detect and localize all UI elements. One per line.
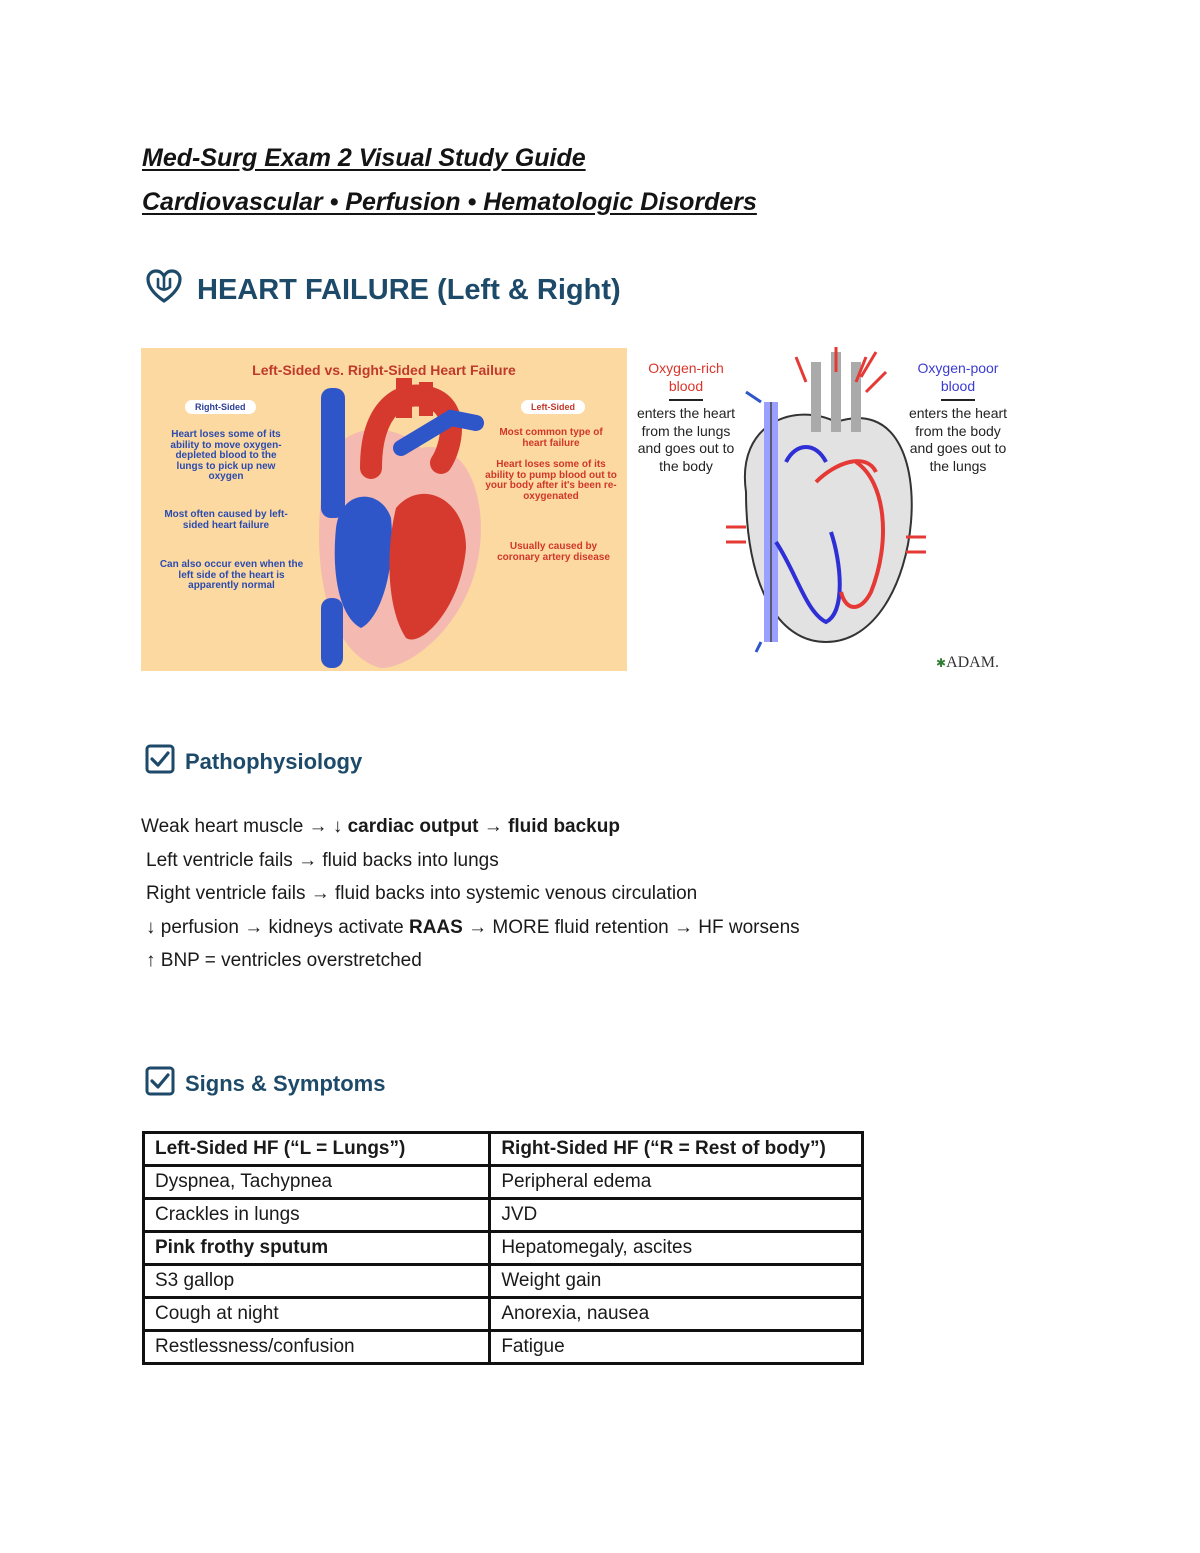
signs-symptoms-title: Signs & Symptoms bbox=[185, 1071, 386, 1096]
left-cell: Pink frothy sputum bbox=[144, 1232, 490, 1265]
right-text-2: Most often caused by left-sided heart failure bbox=[164, 509, 288, 531]
pathophysiology-title: Pathophysiology bbox=[185, 749, 363, 774]
table-row bbox=[144, 1199, 863, 1232]
table-row bbox=[144, 1298, 863, 1331]
checkbox-icon bbox=[145, 744, 175, 780]
heart-failure-heading bbox=[145, 268, 621, 312]
table-row bbox=[144, 1166, 863, 1199]
right-cell: Hepatomegaly, ascites bbox=[490, 1232, 863, 1265]
left-cell: S3 gallop bbox=[144, 1265, 490, 1298]
patho-line-1: Weak heart muscle → ↓ cardiac output → fluid backup bbox=[141, 816, 620, 837]
signs-symptoms-heading bbox=[145, 1066, 385, 1102]
right-cell: Peripheral edema bbox=[490, 1166, 863, 1199]
left-cell: Cough at night bbox=[144, 1298, 490, 1331]
heart-illustration bbox=[301, 378, 491, 671]
heart-icon bbox=[145, 268, 183, 312]
table-row bbox=[144, 1331, 863, 1364]
oxygen-poor-body: enters the heart from the body and goes out to the lungs bbox=[908, 405, 1008, 474]
oxygen-rich-body: enters the heart from the lungs and goes out to the body bbox=[636, 405, 736, 474]
pathophysiology-text bbox=[141, 810, 800, 978]
patho-line-4: ↓ perfusion → kidneys activate RAAS → MORE fluid retention → HF worsens bbox=[146, 916, 800, 938]
document-title: Med-Surg Exam 2 Visual Study Guide bbox=[142, 144, 586, 172]
circulation-diagram bbox=[636, 342, 1028, 677]
left-cell: Crackles in lungs bbox=[144, 1199, 490, 1232]
left-sided-pill: Left-Sided bbox=[521, 400, 585, 414]
left-text-2: Heart loses some of its ability to pump blood out to your body after it's been re-oxygenated bbox=[485, 459, 617, 502]
col-left-sided: Left-Sided HF (“L = Lungs”) bbox=[144, 1133, 490, 1166]
hf-infographic bbox=[141, 348, 627, 671]
adam-logo: ✱ADAM. bbox=[936, 654, 999, 671]
leaf-icon: ✱ bbox=[936, 656, 947, 670]
table-row bbox=[144, 1265, 863, 1298]
patho-line-2: Left ventricle fails → fluid backs into lungs bbox=[146, 849, 499, 871]
document-subtitle: Cardiovascular • Perfusion • Hematologic Disorders bbox=[142, 188, 757, 216]
left-cell: Restlessness/confusion bbox=[144, 1331, 490, 1364]
oxygen-rich-title: Oxygen-rich blood bbox=[648, 360, 724, 394]
right-cell: Anorexia, nausea bbox=[490, 1298, 863, 1331]
left-cell: Dyspnea, Tachypnea bbox=[144, 1166, 490, 1199]
pathophysiology-heading bbox=[145, 744, 362, 780]
infographic-title: Left-Sided vs. Right-Sided Heart Failure bbox=[252, 362, 516, 378]
right-text-1: Heart loses some of its ability to move oxygen-depleted blood to the lungs to pick up new oxygen bbox=[170, 429, 282, 482]
right-cell: JVD bbox=[490, 1199, 863, 1232]
right-text-3: Can also occur even when the left side of the heart is apparently normal bbox=[159, 559, 304, 591]
left-text-3: Usually caused by coronary artery disease bbox=[497, 541, 610, 563]
patho-line-3: Right ventricle fails → fluid backs into systemic venous circulation bbox=[146, 883, 698, 904]
right-sided-pill: Right-Sided bbox=[185, 400, 256, 414]
col-right-sided: Right-Sided HF (“R = Rest of body”) bbox=[490, 1133, 863, 1166]
heart-diagram-illustration bbox=[716, 342, 936, 667]
heart-failure-title: HEART FAILURE (Left & Right) bbox=[197, 273, 621, 306]
table-header-row bbox=[144, 1133, 863, 1166]
patho-line-5: ↑ BNP = ventricles overstretched bbox=[146, 950, 422, 971]
signs-symptoms-table bbox=[142, 1131, 864, 1365]
checkbox-icon bbox=[145, 1066, 175, 1102]
table-row bbox=[144, 1232, 863, 1265]
oxygen-poor-title: Oxygen-poor blood bbox=[917, 360, 999, 394]
left-text-1: Most common type of heart failure bbox=[499, 427, 603, 449]
right-cell: Weight gain bbox=[490, 1265, 863, 1298]
right-cell: Fatigue bbox=[490, 1331, 863, 1364]
